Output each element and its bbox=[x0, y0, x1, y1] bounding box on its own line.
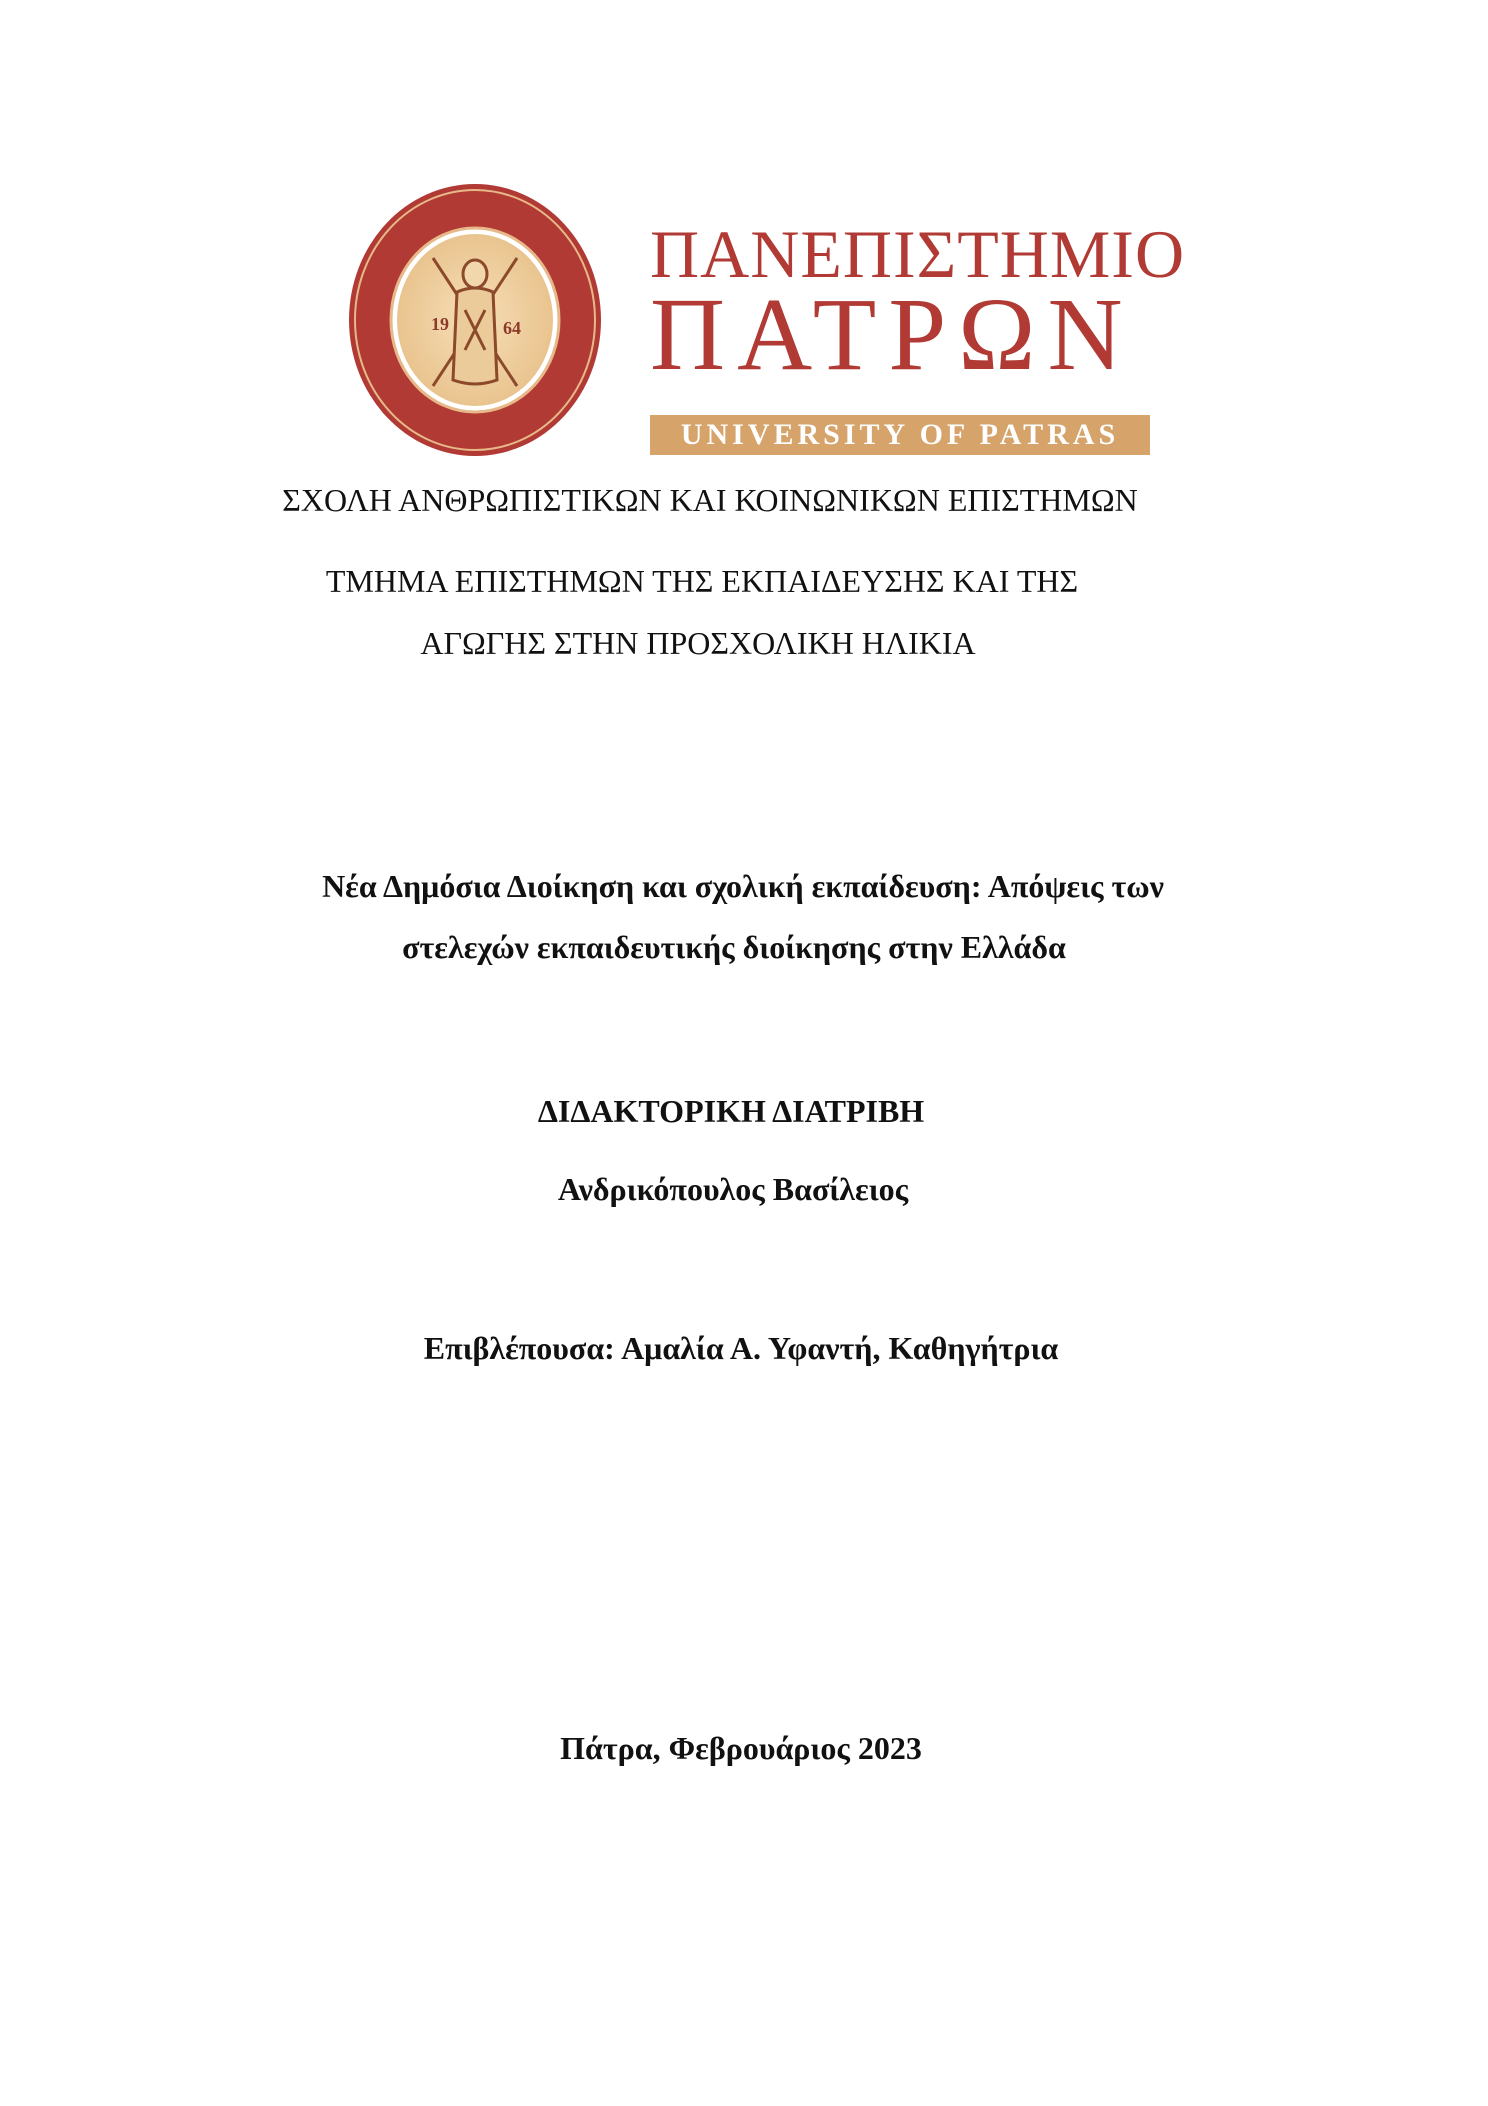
thesis-title-line-2: στελεχών εκπαιδευτικής διοίκησης στην Ελλάδα bbox=[402, 929, 1066, 965]
university-logo bbox=[345, 180, 1186, 470]
wordmark-band: UNIVERSITY OF PATRAS bbox=[650, 415, 1150, 455]
school-name: ΣΧΟΛΗ ΑΝΘΡΩΠΙΣΤΙΚΩΝ ΚΑΙ ΚΟΙΝΩΝΙΚΩΝ ΕΠΙΣΤΗΜΩΝ bbox=[282, 482, 1138, 518]
university-seal bbox=[345, 180, 605, 460]
department-name-line-1: ΤΜΗΜΑ ΕΠΙΣΤΗΜΩΝ ΤΗΣ ΕΚΠΑΙΔΕΥΣΗΣ ΚΑΙ ΤΗΣ bbox=[325, 563, 1079, 599]
place-and-date: Πάτρα, Φεβρουάριος 2023 bbox=[560, 1730, 922, 1766]
wordmark-line-2: ΠΑΤΡΩΝ bbox=[650, 277, 1135, 392]
university-wordmark bbox=[650, 216, 1186, 460]
seal-year-left: 19 bbox=[431, 314, 449, 334]
supervisor: Επιβλέπουσα: Αμαλία Α. Υφαντή, Καθηγήτρια bbox=[423, 1330, 1059, 1366]
thesis-title-line-1: Νέα Δημόσια Διοίκηση και σχολική εκπαίδευση: Απόψεις των bbox=[322, 868, 1164, 904]
document-type: ΔΙΔΑΚΤΟΡΙΚΗ ΔΙΑΤΡΙΒΗ bbox=[537, 1093, 925, 1129]
wordmark-line-1: ΠΑΝΕΠΙΣΤΗΜΙΟ bbox=[650, 216, 1186, 292]
seal-year-right: 64 bbox=[503, 318, 521, 338]
author-name: Ανδρικόπουλος Βασίλειος bbox=[557, 1171, 909, 1207]
department-name-line-2: ΑΓΩΓΗΣ ΣΤΗΝ ΠΡΟΣΧΟΛΙΚΗ ΗΛΙΚΙΑ bbox=[420, 625, 976, 661]
